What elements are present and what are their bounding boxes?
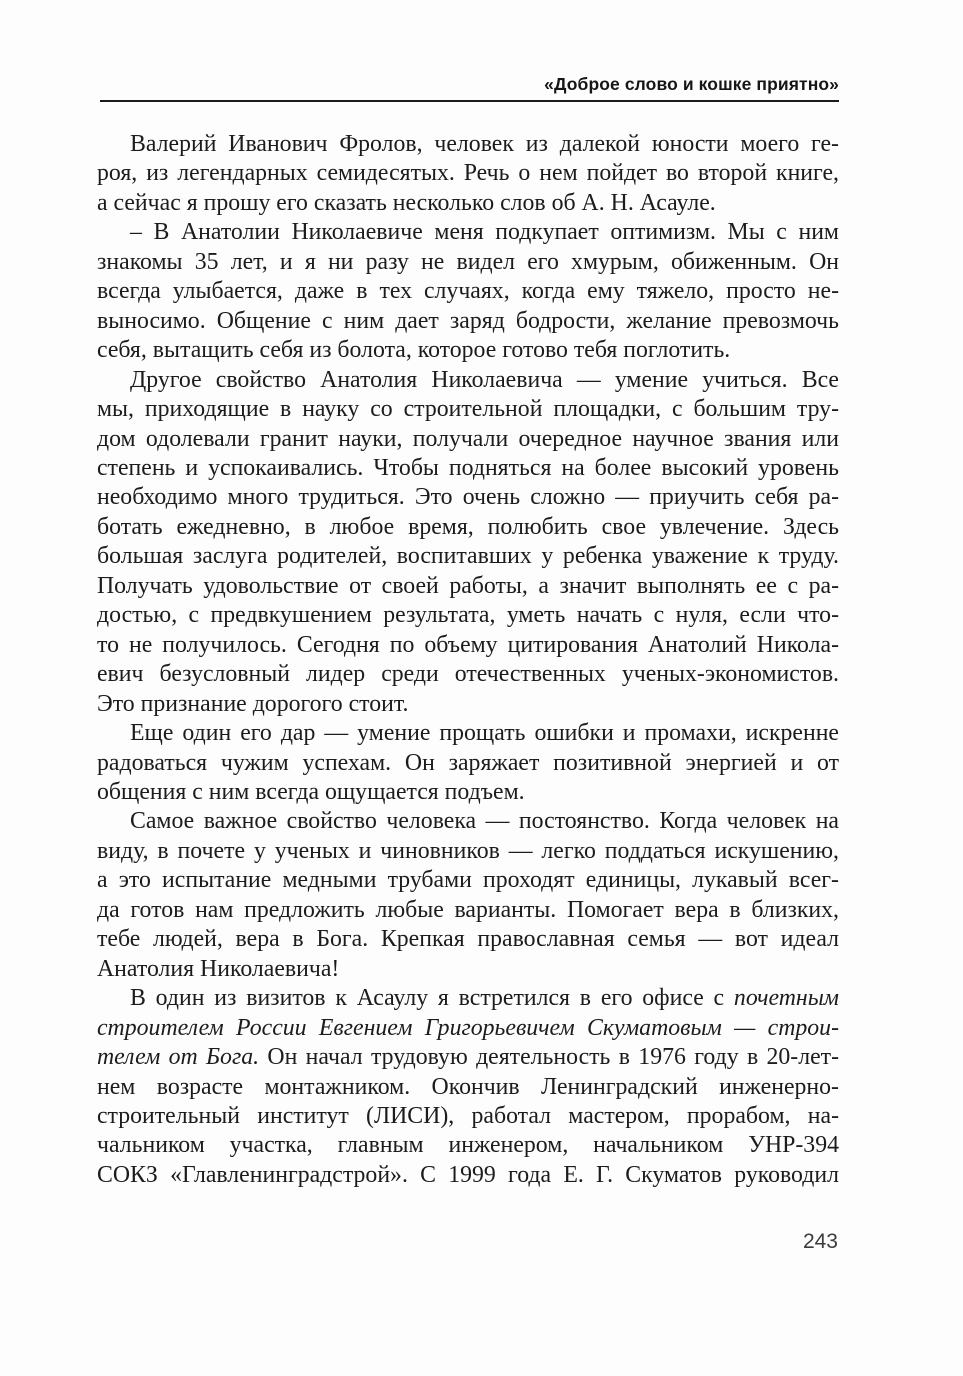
text-line (97, 248, 839, 277)
text-line (97, 366, 839, 395)
text-line (97, 277, 839, 306)
text-segment: а это испытание медными трубами проходят единицы, лукавый всег- (97, 867, 839, 894)
text-line (97, 542, 839, 571)
running-header-title: «Доброе слово и кошке приятно» (544, 74, 839, 94)
text-line (97, 159, 839, 188)
text-line (97, 513, 839, 542)
text-line (97, 1102, 839, 1131)
text-segment: Это признание дорогого стоит. (97, 690, 409, 717)
text-line (97, 572, 839, 601)
text-segment: строительный институт (ЛИСИ), работал мастером, прорабом, на- (97, 1102, 839, 1129)
text-segment: знакомы 35 лет, и я ни разу не видел его хмурым, обиженным. Он (97, 248, 839, 275)
italic-text-segment: почетным (733, 985, 839, 1012)
text-line (97, 984, 839, 1013)
text-segment: нем возрасте монтажником. Окончив Ленинградский инженерно- (97, 1073, 839, 1100)
text-segment: Валерий Иванович Фролов, человек из далекой юности моего ге- (130, 131, 839, 157)
paragraph (97, 366, 839, 719)
text-segment: большая заслуга родителей, воспитавших у ребенка уважение к труду. (97, 543, 839, 570)
text-segment: виду, в почете у ученых и чиновников — легко поддаться искушению, (97, 837, 839, 864)
text-segment: Самое важное свойство человека — постоянство. Когда человек на (130, 808, 839, 835)
text-line (97, 1131, 839, 1160)
text-line (97, 395, 839, 424)
text-line (97, 189, 839, 218)
text-line (97, 749, 839, 778)
text-segment: чальником участка, главным инженером, начальником УНР-394 (97, 1132, 839, 1159)
text-line (97, 660, 839, 689)
text-segment: Другое свойство Анатолия Николаевича — умение учиться. Все (130, 366, 839, 393)
text-line (97, 336, 839, 365)
text-segment: а сейчас я прошу его сказать несколько слов об А. Н. Асауле. (97, 189, 716, 216)
text-segment: Еще один его дар — умение прощать ошибки и промахи, искренне (130, 720, 839, 747)
text-line (97, 1043, 839, 1072)
text-segment: В один из визитов к Асаулу я встретился в его офисе с (130, 985, 734, 1012)
paragraph (97, 218, 839, 365)
text-line (97, 1073, 839, 1102)
italic-text-segment: строителем России Евгением Григорьевичем Скуматовым — строи- (97, 1014, 839, 1041)
text-segment: Получать удовольствие от своей работы, а значит выполнять ее с ра- (97, 572, 839, 599)
text-line (97, 1014, 839, 1043)
text-segment: степень и успокаивались. Чтобы подняться на более высокий уровень (97, 454, 839, 481)
text-segment: – В Анатолии Николаевиче меня подкупает оптимизм. Мы с ним (130, 219, 839, 246)
text-line (97, 837, 839, 866)
text-line (97, 866, 839, 895)
text-line (97, 690, 839, 719)
text-segment: роя, из легендарных семидесятых. Речь о нем пойдет во второй книге, (97, 160, 839, 187)
text-line (97, 454, 839, 483)
text-segment: Он начал трудовую деятельность в 1976 году в 20-лет- (259, 1044, 839, 1071)
text-segment: необходимо много трудиться. Это очень сложно — приучить себя ра- (97, 484, 839, 511)
text-line (97, 631, 839, 660)
text-line (97, 483, 839, 512)
text-segment: дом одолевали гранит науки, получали очередное научное звания или (97, 425, 839, 452)
text-line (97, 925, 839, 954)
paragraph (97, 719, 839, 807)
paragraph (97, 130, 839, 218)
text-line (97, 719, 839, 748)
paragraph (97, 807, 839, 984)
text-line (97, 218, 839, 247)
paragraph (97, 984, 839, 1190)
text-segment: всегда улыбается, даже в тех случаях, когда ему тяжело, просто не- (97, 278, 839, 305)
text-segment: выносимо. Общение с ним дает заряд бодрости, желание превозмочь (97, 307, 839, 334)
text-line (97, 130, 839, 159)
text-line (97, 955, 839, 984)
text-segment: радоваться чужим успехам. Он заряжает позитивной энергией и от (97, 749, 839, 776)
text-segment: евич безусловный лидер среди отечественных ученых-экономистов. (97, 661, 839, 688)
text-line (97, 807, 839, 836)
text-line (97, 778, 839, 807)
text-line (97, 601, 839, 630)
text-segment: да готов нам предложить любые варианты. Помогает вера в близких, (97, 896, 839, 923)
text-segment: тебе людей, вера в Бога. Крепкая православная семья — вот идеал (97, 926, 839, 953)
text-segment: себя, вытащить себя из болота, которое готово тебя поглотить. (97, 337, 731, 364)
header-rule (100, 100, 839, 102)
text-block (97, 130, 839, 1190)
text-line (97, 1161, 839, 1190)
text-segment: то не получилось. Сегодня по объему цитирования Анатолий Никола- (97, 631, 839, 658)
text-segment: Анатолия Николаевича! (97, 955, 340, 982)
text-line (97, 307, 839, 336)
text-segment: мы, приходящие в науку со строительной площадки, с большим тру- (97, 396, 839, 423)
text-segment: общения с ним всегда ощущается подъем. (97, 778, 525, 805)
text-line (97, 425, 839, 454)
page-number: 243 (802, 1230, 838, 1253)
italic-text-segment: телем от Бога. (97, 1044, 260, 1071)
text-segment: достью, с предвкушением результата, уметь начать с нуля, если что- (97, 602, 839, 629)
text-line (97, 896, 839, 925)
text-segment: ботать ежедневно, в любое время, полюбить свое увлечение. Здесь (97, 513, 839, 540)
text-segment: СОКЗ «Главленинградстрой». С 1999 года Е. Г. Скуматов руководил (97, 1161, 839, 1188)
